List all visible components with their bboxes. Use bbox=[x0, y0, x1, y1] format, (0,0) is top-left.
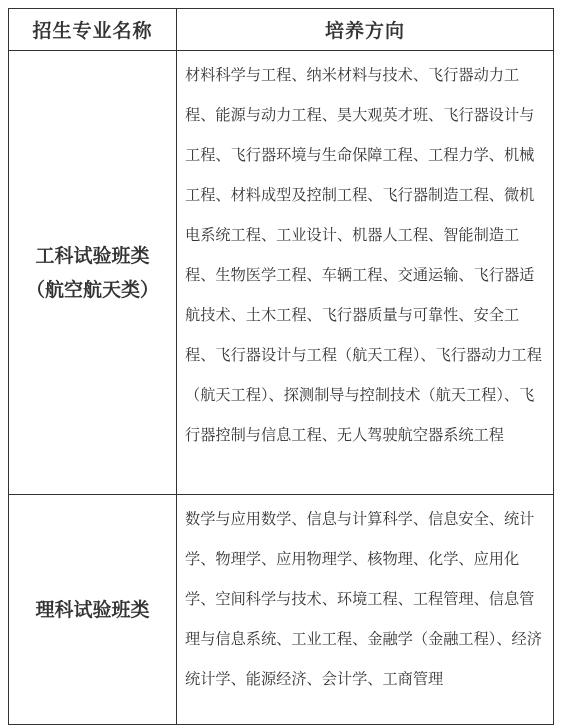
majors-table-container bbox=[8, 8, 553, 718]
category-cell bbox=[9, 51, 177, 495]
table-header-row bbox=[9, 9, 554, 51]
directions-cell: 材料科学与工程、纳米材料与技术、飞行器动力工程、能源与动力工程、昊大观英才班、飞行器设计与工程、飞行器环境与生命保障工程、工程力学、机械工程、材料成型及控制工程、飞行器制造工程、微机电系统工程、工业设计、机器人工程、智能制造工程、生物医学工程、车辆工程、交通运输、飞行器适航技术、土木工程、飞行器质量与可靠性、安全工程、飞行器设计与工程（航天工程）、飞行器动力工程（航天工程）、探测制导与控制技术（航天工程）、飞行器控制与信息工程、无人驾驶航空器系统工程 bbox=[177, 51, 554, 495]
category-name: 理科试验班类 bbox=[35, 598, 150, 621]
majors-table bbox=[8, 8, 554, 725]
table-row bbox=[9, 495, 554, 725]
category-cell bbox=[9, 495, 177, 725]
category-name: 工科试验班类 bbox=[35, 244, 150, 267]
category-subname: （航空航天类） bbox=[25, 278, 159, 301]
header-training-direction: 培养方向 bbox=[177, 9, 554, 51]
directions-cell: 数学与应用数学、信息与计算科学、信息安全、统计学、物理学、应用物理学、核物理、化学、应用化学、空间科学与技术、环境工程、工程管理、信息管理与信息系统、工业工程、金融学（金融工程）、经济统计学、能源经济、会计学、工商管理 bbox=[177, 495, 554, 725]
header-major-name: 招生专业名称 bbox=[9, 9, 177, 51]
table-row bbox=[9, 51, 554, 495]
